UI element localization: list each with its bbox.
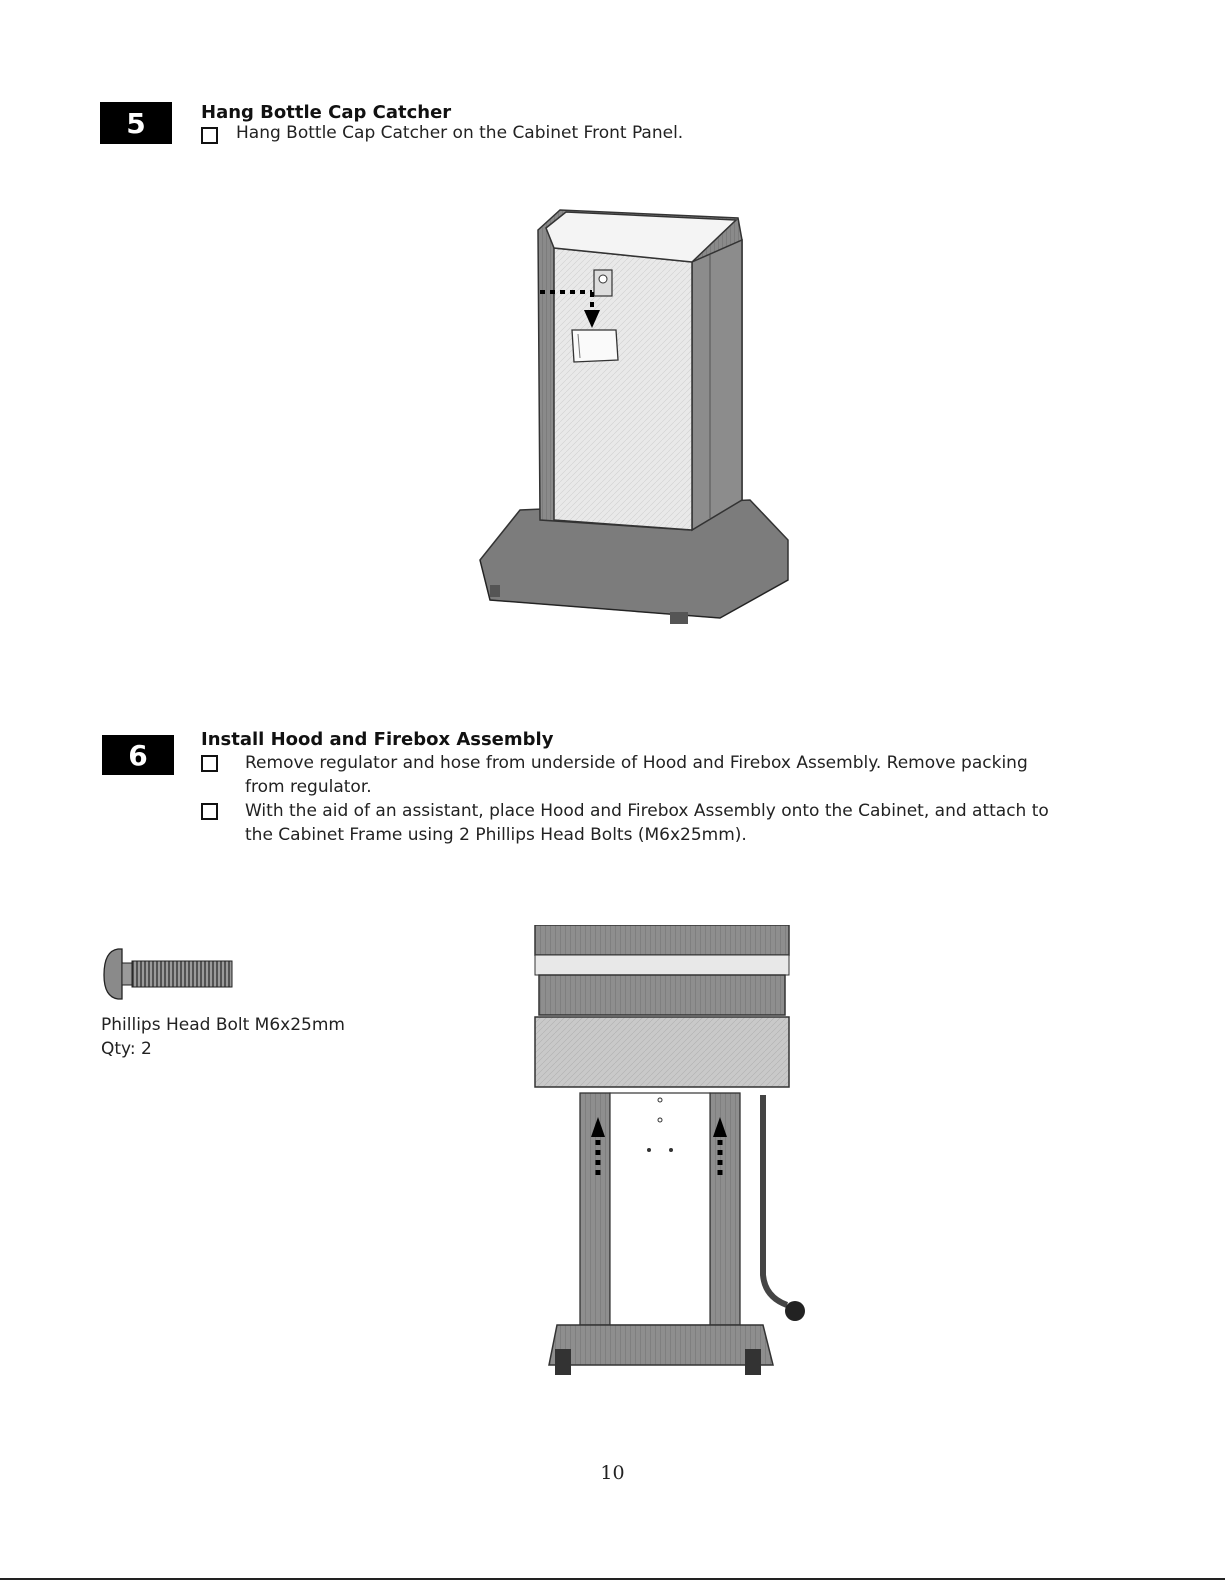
step-6-title: Install Hood and Firebox Assembly [201,729,554,750]
page-number: 10 [600,1462,625,1484]
step-5-badge [100,102,172,144]
step-6-number: 6 [128,738,148,772]
step-6-item-1: Remove regulator and hose from underside of Hood and Firebox Assembly. Remove packing from regulator. [245,753,1028,797]
step-6-checkbox-1[interactable] [201,755,218,772]
step-6-item-2: With the aid of an assistant, place Hood and Firebox Assembly onto the Cabinet, and attach to the Cabinet Frame using 2 Phillips Head Bolts (M6x25mm). [245,801,1049,845]
bolt-icon [100,945,240,1001]
bottom-rule [0,1578,1225,1580]
bolt-qty: Qty: 2 [101,1039,152,1059]
step-6-checkbox-2[interactable] [201,803,218,820]
step-5-checkbox-1[interactable] [201,127,218,144]
step-5-number: 5 [126,106,146,140]
bolt-name: Phillips Head Bolt M6x25mm [101,1015,345,1035]
bolt-label [101,1013,345,1061]
cabinet-illustration [470,200,810,640]
step-5-item-1: Hang Bottle Cap Catcher on the Cabinet Front Panel. [236,123,684,143]
step-5-title: Hang Bottle Cap Catcher [201,102,452,123]
step-6-badge [102,735,174,775]
grill-illustration [525,925,825,1385]
